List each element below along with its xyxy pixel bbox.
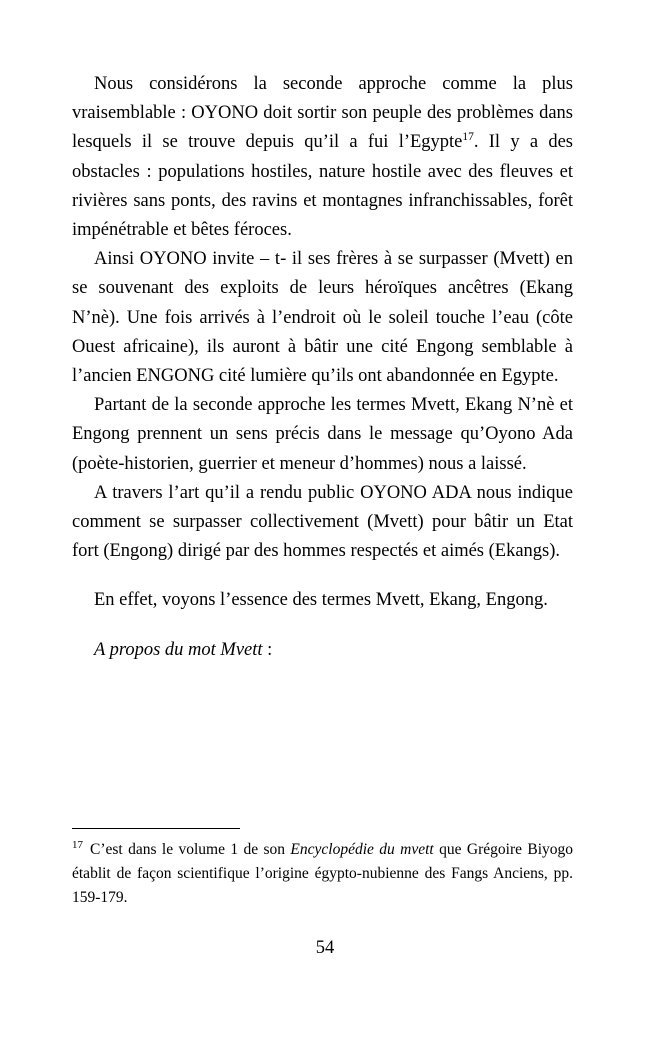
paragraph-3-text: Partant de la seconde approche les termes Mvett, Ekang N’nè et Engong prennent un sens précis dans le message qu’Oyono Ada (poète-historien, guerrier et meneur d’hommes) nous a laissé. [72,395,573,474]
footnote-text-b: que Grégoire Biyogo établit de façon scientifique l’origine égypto-nubienne des Fangs Anciens, pp. 159-179. [72,841,574,906]
paragraph-1 [72,70,573,245]
body-text [72,70,573,665]
footnote-reference-17[interactable]: 17 [462,131,474,144]
paragraph-5 [72,586,573,615]
footnote-book-title: Encyclopédie du mvett [290,841,434,858]
paragraph-4 [72,479,573,567]
paragraph-2 [72,245,573,391]
paragraph-6-italic-title: A propos du mot Mvett [94,639,263,660]
paragraph-1-text-b: . Il y a des obstacles : populations hostiles, nature hostile avec des fleuves et rivières sans ponts, des ravins et montagnes infranchissables, forêt impénétrable et bêtes féroces. [72,132,573,241]
paragraph-6-subheading [72,636,573,665]
paragraph-1-text-a: Nous considérons la seconde approche comme la plus vraisemblable : OYONO doit sortir son peuple des problèmes dans lesquels il se trouve depuis qu’il a fui l’Egypte [72,74,573,153]
footnote-text-a: C’est dans le volume 1 de son [90,841,291,858]
paragraph-6-colon: : [262,639,273,660]
footnote-area [72,828,573,910]
footnote-separator-rule [72,828,240,829]
paragraph-5-text: En effet, voyons l’essence des termes Mvett, Ekang, Engong. [94,590,548,611]
footnote-17 [72,838,573,910]
page-number: 54 [315,938,335,958]
paragraph-3 [72,391,573,479]
paragraph-4-text: A travers l’art qu’il a rendu public OYONO ADA nous indique comment se surpasser collectivement (Mvett) pour bâtir un Etat fort (Engong) dirigé par des hommes respectés et aimés (Ekangs). [72,482,573,562]
paragraph-spacer-1 [72,566,573,586]
paragraph-2-text: Ainsi OYONO invite – t- il ses frères à se surpasser (Mvett) en se souvenant des exploits de leurs héroïques ancêtres (Ekang N’nè). Une fois arrivés à l’endroit où le soleil touche l’eau (côte Ouest africaine), ils auront à bâtir une cité Engong semblable à l’ancien ENGONG cité lumière qu’ils ont abandonnée en Egypte. [72,249,573,387]
paragraph-spacer-2 [72,616,573,636]
footnote-marker: 17 [72,838,83,851]
